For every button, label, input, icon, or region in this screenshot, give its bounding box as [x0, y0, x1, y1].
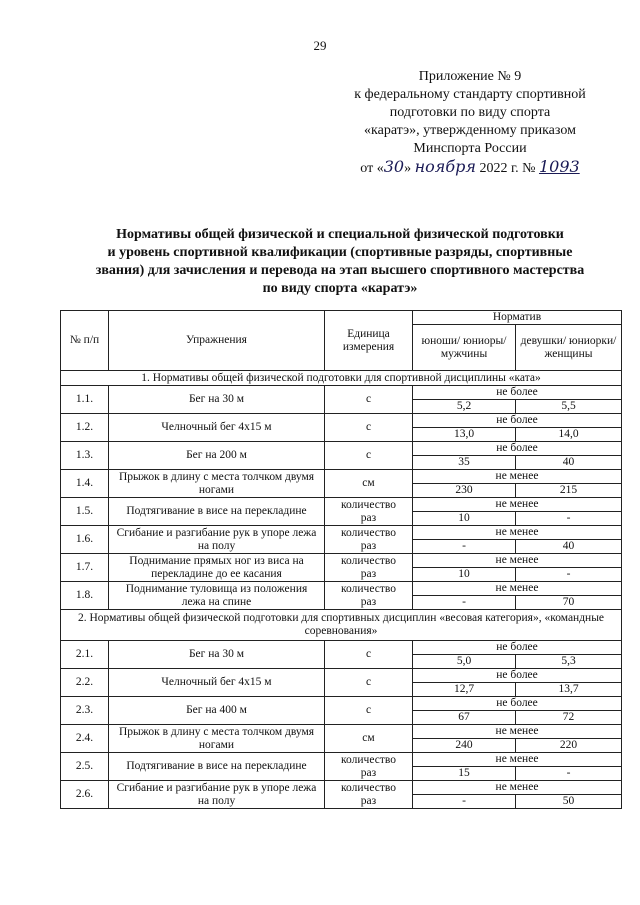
- value-female: 50: [516, 795, 622, 809]
- unit-text-2: раз: [360, 766, 377, 779]
- row-unit: [325, 386, 413, 414]
- title-line: звания) для зачисления и перевода на этап высшего спортивного мастерства: [95, 263, 585, 278]
- row-condition: не менее: [413, 582, 622, 596]
- unit-text: количество: [341, 554, 396, 567]
- row-unit: [325, 753, 413, 781]
- unit-text: количество: [341, 753, 396, 766]
- row-number: 1.2.: [61, 414, 109, 442]
- unit-text: с: [365, 704, 372, 716]
- table-row: [61, 470, 622, 484]
- value-male: 12,7: [413, 683, 516, 697]
- row-number: 1.6.: [61, 526, 109, 554]
- value-female: 70: [516, 596, 622, 610]
- value-female: 220: [516, 739, 622, 753]
- row-exercise: Сгибание и разгибание рук в упоре лежа на полу: [109, 781, 325, 809]
- value-female: 5,3: [516, 655, 622, 669]
- section-title: 1. Нормативы общей физической подготовки для спортивной дисциплины «ката»: [61, 371, 622, 386]
- value-female: 13,7: [516, 683, 622, 697]
- unit-text: см: [362, 477, 375, 489]
- value-female: 215: [516, 484, 622, 498]
- row-condition: не более: [413, 414, 622, 428]
- table-row: [61, 753, 622, 767]
- table-row: [61, 641, 622, 655]
- title-line: по виду спорта «каратэ»: [262, 281, 418, 296]
- unit-text: см: [362, 732, 375, 744]
- unit-text-2: раз: [360, 539, 377, 552]
- unit-text: с: [365, 421, 372, 433]
- value-male: 10: [413, 568, 516, 582]
- title-line: Нормативы общей физической и специальной физической подготовки: [116, 227, 564, 242]
- row-number: 1.3.: [61, 442, 109, 470]
- title-line: и уровень спортивной квалификации (спортивные разряды, спортивные: [107, 245, 573, 260]
- row-number: 2.6.: [61, 781, 109, 809]
- value-male: 67: [413, 711, 516, 725]
- row-number: 2.4.: [61, 725, 109, 753]
- section-row: [61, 371, 622, 386]
- value-female: 40: [516, 540, 622, 554]
- appendix-header: [330, 68, 610, 178]
- row-exercise: Подтягивание в висе на перекладине: [109, 498, 325, 526]
- unit-text: с: [365, 648, 372, 660]
- table-row: [61, 498, 622, 512]
- row-condition: не менее: [413, 554, 622, 568]
- unit-text: с: [365, 449, 372, 461]
- value-male: 5,2: [413, 400, 516, 414]
- row-condition: не менее: [413, 753, 622, 767]
- value-male: 35: [413, 456, 516, 470]
- row-exercise: Бег на 30 м: [109, 386, 325, 414]
- row-exercise: Поднимание прямых ног из виса на перекладине до ее касания: [109, 554, 325, 582]
- row-condition: не менее: [413, 498, 622, 512]
- appendix-line: подготовки по виду спорта: [389, 105, 551, 120]
- row-exercise: Челночный бег 4х15 м: [109, 414, 325, 442]
- unit-text: количество: [341, 498, 396, 511]
- row-unit: [325, 725, 413, 753]
- section-row: [61, 610, 622, 641]
- appendix-line: Минспорта России: [413, 141, 527, 156]
- row-number: 2.3.: [61, 697, 109, 725]
- row-exercise: Подтягивание в висе на перекладине: [109, 753, 325, 781]
- row-number: 2.2.: [61, 669, 109, 697]
- unit-text-2: раз: [360, 595, 377, 608]
- row-exercise: Бег на 400 м: [109, 697, 325, 725]
- unit-text-2: раз: [360, 567, 377, 580]
- value-male: 5,0: [413, 655, 516, 669]
- row-number: 1.7.: [61, 554, 109, 582]
- row-unit: [325, 781, 413, 809]
- table-row: [61, 582, 622, 596]
- value-male: 13,0: [413, 428, 516, 442]
- value-male: 10: [413, 512, 516, 526]
- value-male: 230: [413, 484, 516, 498]
- section-title: 2. Нормативы общей физической подготовки для спортивных дисциплин «весовая категория», «командные соревнования»: [61, 610, 622, 641]
- value-male: -: [413, 596, 516, 610]
- row-unit: [325, 554, 413, 582]
- header-male: юноши/ юниоры/ мужчины: [413, 325, 516, 371]
- row-unit: [325, 526, 413, 554]
- row-unit: [325, 697, 413, 725]
- norms-table: [60, 310, 622, 809]
- table-row: [61, 725, 622, 739]
- row-exercise: Сгибание и разгибание рук в упоре лежа на полу: [109, 526, 325, 554]
- row-condition: не менее: [413, 781, 622, 795]
- unit-text-2: раз: [360, 511, 377, 524]
- value-female: 5,5: [516, 400, 622, 414]
- handwritten-month: ноября: [414, 157, 476, 176]
- row-number: 1.1.: [61, 386, 109, 414]
- table-row: [61, 442, 622, 456]
- unit-text: количество: [341, 526, 396, 539]
- header-num: № п/п: [61, 311, 109, 371]
- table-row: [61, 554, 622, 568]
- row-unit: [325, 582, 413, 610]
- handwritten-order-number: 1093: [538, 157, 580, 176]
- unit-text: с: [365, 676, 372, 688]
- page-number: 29: [313, 38, 327, 53]
- value-female: -: [516, 512, 622, 526]
- row-unit: [325, 442, 413, 470]
- row-exercise: Челночный бег 4х15 м: [109, 669, 325, 697]
- row-exercise: Поднимание туловища из положения лежа на спине: [109, 582, 325, 610]
- appendix-line: к федеральному стандарту спортивной: [354, 87, 586, 102]
- header-unit: Единица измерения: [325, 311, 413, 371]
- row-unit: [325, 470, 413, 498]
- value-female: 14,0: [516, 428, 622, 442]
- row-unit: [325, 641, 413, 669]
- row-condition: не более: [413, 641, 622, 655]
- appendix-line: Приложение № 9: [418, 69, 522, 84]
- table-row: [61, 697, 622, 711]
- date-prefix: от «: [360, 161, 384, 176]
- value-female: -: [516, 568, 622, 582]
- row-number: 1.8.: [61, 582, 109, 610]
- value-female: 72: [516, 711, 622, 725]
- table-row: [61, 781, 622, 795]
- row-condition: не менее: [413, 526, 622, 540]
- handwritten-day: 30: [383, 157, 405, 176]
- value-male: -: [413, 795, 516, 809]
- header-norm: Норматив: [413, 311, 622, 325]
- row-condition: не более: [413, 669, 622, 683]
- row-exercise: Бег на 200 м: [109, 442, 325, 470]
- date-year: 2022 г. №: [475, 161, 539, 176]
- header-exercise: Упражнения: [109, 311, 325, 371]
- value-male: 15: [413, 767, 516, 781]
- appendix-line: «каратэ», утвержденному приказом: [364, 123, 576, 138]
- row-condition: не более: [413, 442, 622, 456]
- table-row: [61, 386, 622, 400]
- row-condition: не менее: [413, 470, 622, 484]
- row-number: 1.5.: [61, 498, 109, 526]
- row-exercise: Прыжок в длину с места толчком двумя ногами: [109, 470, 325, 498]
- row-condition: не более: [413, 697, 622, 711]
- header-female: девушки/ юниорки/ женщины: [516, 325, 622, 371]
- value-male: 240: [413, 739, 516, 753]
- unit-text: с: [365, 393, 372, 405]
- appendix-date-line: [330, 158, 610, 178]
- table-row: [61, 526, 622, 540]
- unit-text-2: раз: [360, 794, 377, 807]
- row-condition: не менее: [413, 725, 622, 739]
- unit-text: количество: [341, 582, 396, 595]
- row-number: 1.4.: [61, 470, 109, 498]
- table-row: [61, 669, 622, 683]
- document-title: [60, 226, 620, 298]
- row-exercise: Прыжок в длину с места толчком двумя ногами: [109, 725, 325, 753]
- value-female: 40: [516, 456, 622, 470]
- row-number: 2.5.: [61, 753, 109, 781]
- unit-text: количество: [341, 781, 396, 794]
- row-unit: [325, 414, 413, 442]
- table-row: [61, 414, 622, 428]
- row-exercise: Бег на 30 м: [109, 641, 325, 669]
- row-unit: [325, 498, 413, 526]
- value-male: -: [413, 540, 516, 554]
- row-unit: [325, 669, 413, 697]
- value-female: -: [516, 767, 622, 781]
- row-condition: не более: [413, 386, 622, 400]
- row-number: 2.1.: [61, 641, 109, 669]
- date-mid: »: [404, 161, 415, 176]
